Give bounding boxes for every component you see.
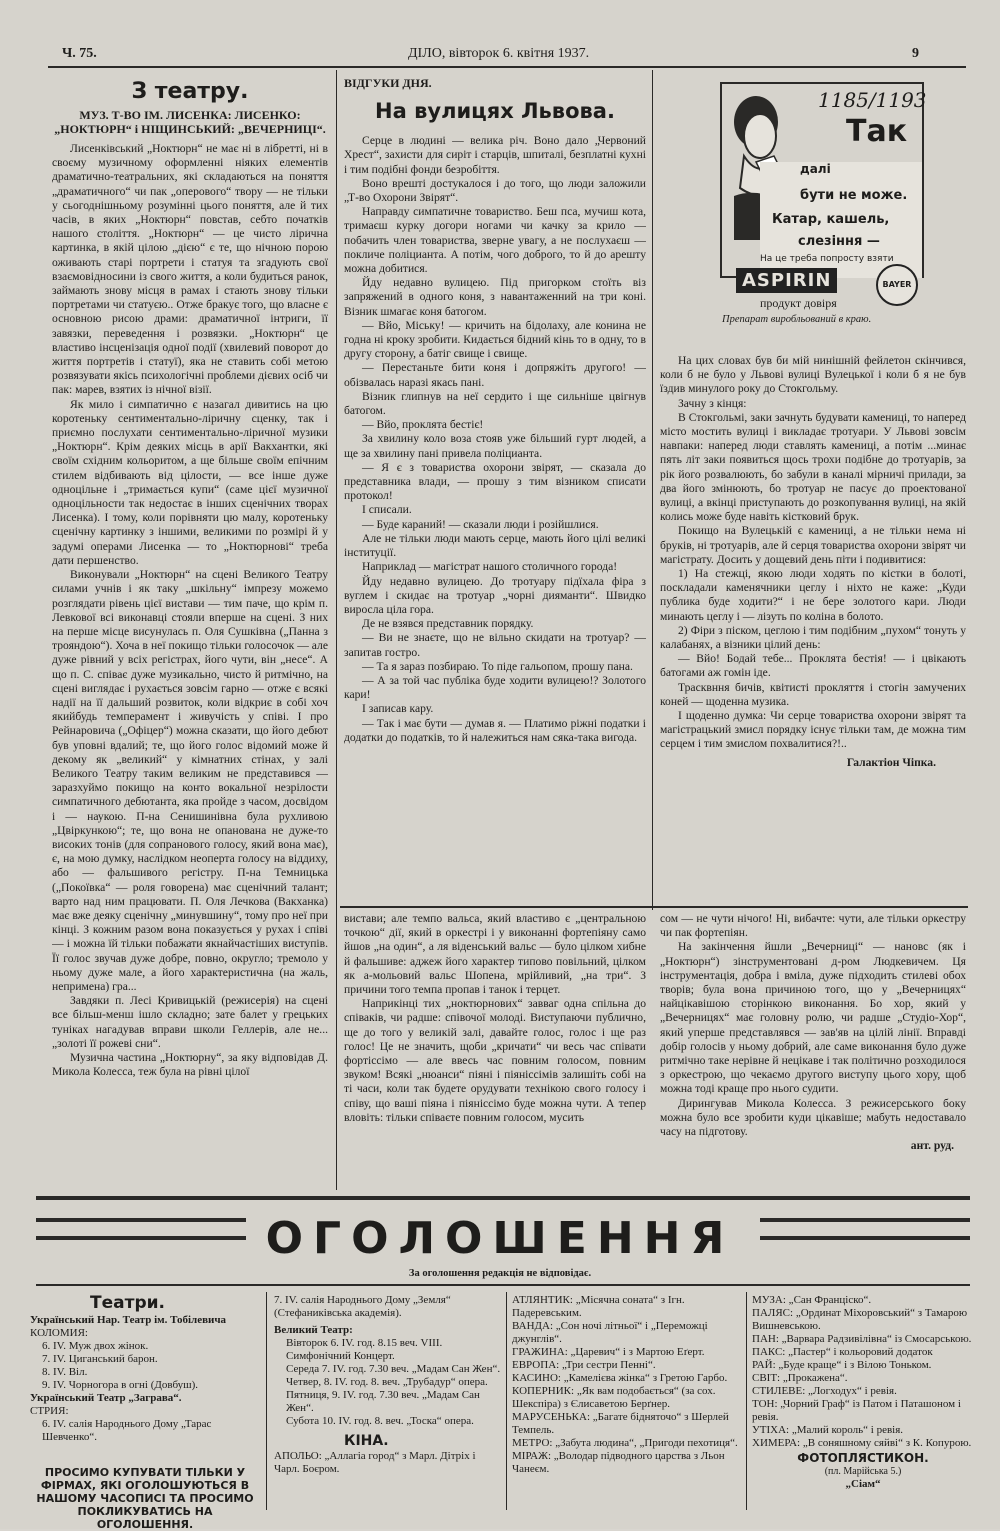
theatres-title: Театри.	[90, 1293, 165, 1313]
theatre-paragraph: Музична частина „Ноктюрну“, за яку відповідав Д. Микола Колесса, теж була на рівні цілої	[52, 1051, 328, 1079]
ad-brand-wrap	[736, 268, 837, 293]
announcements-rule-top	[36, 1196, 970, 1200]
listing-line: АТЛЯНТИК: „Місячна соната“ з Ігн. Падеревським.	[512, 1294, 685, 1319]
listing-line: КОЛОМИЯ:	[30, 1327, 88, 1339]
feuilleton	[344, 76, 646, 902]
feuilleton-paragraph: Де не взявся представник порядку.	[362, 617, 534, 631]
listing-line: 8. IV. Віл.	[42, 1366, 88, 1378]
listing-line: Середа 7. IV. год. 7.30 веч. „Мадам Сан Жен“.	[286, 1363, 501, 1375]
announcements-bar-right	[760, 1218, 970, 1222]
ad-line: Катар, кашель,	[772, 212, 890, 227]
announcements-bar-left-2	[36, 1236, 246, 1240]
ad-line: На це треба попросту взяти	[760, 254, 894, 264]
listing-line: Вівторок 6. IV. год. 8.15 веч. VIII. Симфонічний Концерт.	[286, 1337, 443, 1362]
listing-rule-1	[266, 1292, 267, 1510]
feuilleton-paragraph: Серце в людині — велика річ. Воно дало „Червоний Хрест“, захисти для сиріт і старців, шпиталі, безплатні кухні і тим подібні фонди безробіття.	[344, 134, 646, 176]
listing-line: ТОН: „Чорний Граф“ із Патом і Паташоном і ревія.	[752, 1398, 961, 1423]
listing-line: ЕВРОПА: „Три сестри Пенні“.	[512, 1359, 656, 1371]
feuilleton-paragraph: — А за той час публіка буде ходити вулицею!? Золотого кари!	[344, 673, 646, 702]
feuilleton-paragraph: — Та я зараз позбираю. То піде гальопом, прошу пана.	[362, 659, 633, 673]
feuilleton-paragraph: Покищо на Вулецькій є камениці, а не тільки нема ні бруків, ні тротуарів, але й серця товариства охорони звірят чи магістрату. Досить у дощевий день піти і подивитися:	[660, 524, 966, 566]
theatre-paragraph: Дирингував Микола Колесса. З режисерського боку можна було все зробити куди цікавіше; мабуть недоставало часу на підготову.	[660, 1096, 966, 1139]
listing-line: МАРУСЕНЬКА: „Багате бідняточо“ з Шерлей Темпель.	[512, 1411, 729, 1436]
listing-line: 6. IV. Муж двох жінок.	[42, 1340, 149, 1352]
feuilleton-paragraph: 2) Фіри з піском, цеглою і тим подібним „пухом“ тонуть у калабанях, а візники цілий день:	[660, 623, 966, 652]
listing-line: ПАКС: „Пастер“ і кольоровий додаток	[752, 1346, 933, 1358]
listing-line: МЕТРО: „Забута людина“, „Пригоди пехотиця“.	[512, 1437, 738, 1449]
theatre-paragraph: Лисенківський „Ноктюрн“ не має ні в лібретті, ні в своєму музичному оформленні ніяких елементів драматично-театральних, які складаються на поняття „драматичного“ чи пак „оперового“ твору — не тільки у сьогоднішньому розумінні цього поняття, але й тих часів, в яких „Ноктюрн“ повстав, себто початків нашого століття. „Ноктюрн“ — це чисто лірична картинка, в якій цілою „дією“ є те, що нічною порою оживають старі портрети і статуя та згадують свої взаємовідносини із свого життя, а коли будиться ранок, займають знову місця в рамах і стають знову тільки портретами чи статуєю.. Отже бракує того, що власне є основною рисою драми: драматичної інтриги, її завязки, переведення і розвязки. „Ноктюрн“ це властиво інсценізація одної події (хвилевий поворот до життя портретів і статуї), яка не ставить собі метою розвязувати якісь психологічні проблеми дієвих осіб чи пак: марев, взятих із нічної візії.	[52, 142, 328, 397]
bayer-cross-icon: BAYER	[876, 264, 918, 306]
theatre-review	[52, 78, 328, 1190]
feuilleton-paragraph: Йду недавно вулицею. До тротуару підїхала фіра з вуглем і скидає на тротуар „чорні дияманти“. Швидко виросла ціла гора.	[344, 574, 646, 616]
feuilleton-paragraph: Візник глипнув на неї сердито і ще сильніше цвігнув батогом.	[344, 389, 646, 418]
listing-line: Субота 10. IV. год. 8. веч. „Тоска“ опера.	[286, 1415, 474, 1427]
ad-footer: Препарат виробльований в краю.	[722, 314, 872, 325]
listing-line: 7. IV. Циганський барон.	[42, 1353, 158, 1365]
column-rule-2	[652, 70, 653, 910]
theatre-paragraph: вистави; але темпо вальса, який властиво є „центральною точкою“ дії, який в оркестрі і у виконанні фортепіяну само йшов „на один“, а ля віденський вальс — було цілком хибне й фальшиве: аджеж його характер типово повільний, цілком як а-мольовий вальс Шопена, мрійливий, „на три“. З причини того темпа пропав і танок і терцет.	[344, 912, 646, 997]
theatres-listing	[30, 1292, 260, 1531]
theatre-title: З театру.	[131, 79, 249, 104]
listing-line: Великий Театр:	[274, 1324, 353, 1336]
feuilleton-paragraph: І записав кару.	[362, 702, 434, 716]
ad-tagline: продукт довіря	[760, 296, 837, 310]
feuilleton-paragraph: — Вйо, Міську! — кричить на бідолаху, але конина не годна ні кроку зробити. Кидається бідний кінь то в одну, то в другу сторону, а батіг свище і свище.	[344, 318, 646, 361]
cinema-listing-mid	[512, 1294, 740, 1476]
feuilleton-title: На вулицях Львова.	[375, 99, 615, 124]
feuilleton-paragraph: І щоденно думка: Чи серце товариства охорони звірят та магістрацький змисл порядку існує тільки там, де можна тим серцем і тим змислом похвалитися?!..	[660, 709, 966, 751]
listing-line: КАСИНО: „Камелієва жінка“ з Гретою Гарбо.	[512, 1372, 728, 1384]
listing-line: 9. IV. Чорногора в огні (Довбуш).	[42, 1379, 199, 1391]
photoplasticon-show: „Сіам“	[845, 1478, 881, 1490]
aspirin-ad	[700, 70, 960, 332]
theatre-paragraph: Завдяки п. Лесі Кривицькій (режисерія) на сцені все більш-менш ішло складно; зате балет у грецьких туніках нагадував вправи школи Геллерів, але не... „золоті її рожеві сни“.	[52, 994, 328, 1050]
theatre-paragraph: Виконували „Ноктюрн“ на сцені Великого Театру силами учнів і як таку „шкільну“ імпрезу можемо розглядати рівень цієї вистави — тим паче, що крім п. Левкової всі виконавці стояли вперше на сцені. З них на перше місце висунулась п. Оля Сушківна („Панна з трояндою“). Хоча в неї покищо тільки голосочок — але дуже рівний у всіх регістрах, його чути, він „несе“. А що п. С. співає дуже музикально, чисто й ритмічно, на сцені виглядає і рухається зовсім гарно — отже є всякі надії на її дальший розвиток, коли відкриє в собі хоч якийбудь темперамент і живучість у співі. І про Рейнаровича („Офіцер“) можна сказати, що його дебют був уповні вдалий; те, що його голос відомий може й декому як „великий“ у кімнатних стінах, у залі Великого Театру таким великим не представився — заразхуймо покищо на конто вокальної незрілости симпатичного дебютанта, яка пройде з часом, досвідом і — наукою. П-на Сенишинівна була рухливою „Цвіркункою“; те, що вона не опанована не дуже-то високих тонів (для сопранового голосу, який вона має), є, на мою думку, наслідком неоперта голосу на віддиху, або — фальшивого регістру. П-на Темницька („Покоївка“ — роля говорена) має сценічний талант; варто над ним працювати. П. Оля Лечкова (Вакханка) має вже деяку сценічну „минувшину“, тому про неї при кінці. З кожним разом вона показується у рухах і співі — і можна їй тільки побажати якнайчастіших виступів. Її голос звучав дуже добре, повно, округло; тремоло у ньому дуже мале, а його характеристична (на жаль, непримена) гра...	[52, 568, 328, 993]
listing-line: СТИЛЕВЕ: „Логходух“ і ревія.	[752, 1385, 897, 1397]
listing-line: 7. IV. салія Народнього Дому „Земля“ (Стефаниківська академія).	[274, 1294, 451, 1319]
feuilleton-paragraph: — Так і має бути — думав я. — Платимо ріжні податки і додатки до податків, то й належиться нам сяка-така вигода.	[344, 716, 646, 744]
feuilleton-paragraph: Наприклад — магістрат нашого столичного города!	[362, 560, 618, 574]
announcements-title: ОГОЛОШЕННЯ	[265, 1213, 735, 1264]
masthead: ДІЛО, вівторок 6. квітня 1937.	[408, 46, 590, 61]
feuilleton-kicker: ВІДГУКИ ДНЯ.	[344, 76, 432, 90]
feuilleton-paragraph: 1) На стежці, якою люди ходять по кістки в болоті, поскладали каменячники цеглу і ніхто не каже: „Куди публика буде ходити?“ і не бере золотого кари. Люди минають цеглу і — лізуть по коліна в болото.	[660, 567, 966, 623]
listing-line: 6. IV. салія Народнього Дому „Тарас Шевченко“.	[42, 1418, 212, 1443]
feuilleton-continuation	[660, 354, 966, 902]
feuilleton-paragraph: Направду симпатичне товариство. Беш пса, мучиш кота, тримаєш курку догори ногами чи качку за крило — побачить член товариства, зверне увагу, а не послухаєш — покличе поліцианта. А потім, чого доброго, то й до арешту можна добитися.	[344, 205, 646, 276]
feuilleton-paragraph: — Я є з товариства охорони звірят, — сказала до представника влади, — прошу з тим візником списати протокол!	[344, 460, 646, 503]
ads-notice: ПРОСИМО КУПУВАТИ ТІЛЬКИ У ФІРМАХ, ЯКІ ОГОЛОШУЮТЬСЯ В НАШОМУ ЧАСОПИСІ ТА ПРОСИМО ПОКЛИКУВАТИСЬ НА ОГОЛОШЕННЯ.	[36, 1466, 254, 1531]
announcements-rule-bottom	[36, 1284, 970, 1286]
announcements-disclaimer: За оголошення редакція не відповідає.	[408, 1268, 592, 1279]
theatre-paragraph: Як мило і симпатично є назагал дивитись на цю коротеньку сентиментально-ліричну сценку, так і приємно послухати сентиментально-ліричної музики „Ноктюрн“. Крім деяких місць в арії Вакхантки, які своїм східним кольоритом, а ще більше своїм епічним стилем відбивають від цілости, — все інше дуже одноцільне і „тримається купи“ (саме цієї музичної одноцільности так недостає в інших сценічних творах Лисенка). І тому, коли порівняти цю малу, коротеньку сценічну картинку з іншими, великими по розмірі й у задумі операми Лисенка — то „Ноктюрнові“ треба дати першенство.	[52, 397, 328, 567]
feuilleton-paragraph: — Буде караний! — сказали люди і розійшлися.	[362, 517, 599, 531]
listing-line: Четвер, 8. IV. год. 8. веч. „Трубадур“ опера.	[286, 1376, 488, 1388]
feuilleton-paragraph: За хвилину коло воза стояв уже більший гурт людей, а ще за хвилину пані привела поліцианта.	[344, 432, 646, 460]
feuilleton-paragraph: — Вйо, проклята бестіє!	[362, 418, 484, 432]
feuilleton-paragraph: На цих словах був би мій нинішній фейлетон скінчився, коли б не було у Львові вулиці Вулецької і коли б я не був їздив минулого року до Стокгольму.	[660, 354, 966, 396]
listing-line: ПАН: „Варвара Радзивілівна“ із Смосарською.	[752, 1333, 972, 1345]
cinema-title: КІНА.	[344, 1433, 389, 1449]
theatre-signature: ант. руд.	[910, 1139, 954, 1153]
listing-rule-2	[506, 1292, 507, 1510]
ad-handwriting: 1185/1193	[818, 88, 927, 112]
listing-line: ВАНДА: „Сон ночі літньої“ і „Переможці джунглів“.	[512, 1320, 708, 1345]
listing-line: Український Нар. Театр ім. Тобілевича	[30, 1314, 227, 1326]
page-number: 9	[912, 46, 919, 61]
photoplasticon-address: (пл. Марійська 5.)	[824, 1466, 902, 1477]
page-ref: Ч. 75.	[62, 46, 97, 61]
theatre-paragraph: сом — не чути нічого! Ні, вибачте: чути, але тільки оркестру чи пак фортепіян.	[660, 912, 966, 940]
program-listing	[274, 1294, 502, 1476]
theatre-subtitle: МУЗ. Т-ВО ІМ. ЛИСЕНКА: ЛИСЕНКО: „НОКТЮРН“ і НІЩИНСЬКИЙ: „ВЕЧЕРНИЦІ“.	[54, 108, 326, 136]
theatre-continuation-a	[344, 912, 646, 1188]
feuilleton-paragraph: В Стокгольмі, заки зачнуть будувати камениці, то наперед місто мостить вулиці і викладає тротуари. У Львові зовсім навпаки: наперед люди ставлять камениці, а потім ...минає пять літ заки появиться щось трохи подібне до тротуарів, за рік його розвалюють, бо забули в каналі мірничі прилади, за два його змінюють, бо тротуар не пасує до проектованої вулиці, а вкінці приступають до розкопування вулиці, на якій колись може буде навіть кістковий брук.	[660, 410, 966, 524]
listing-line: СТРИЯ:	[30, 1405, 69, 1417]
feuilleton-paragraph: — Ви не знаєте, що не вільно скидати на тротуар? — запитав гостро.	[344, 631, 646, 659]
photoplasticon-title: ФОТОПЛЯСТИКОН.	[797, 1452, 929, 1465]
feuilleton-paragraph: Воно врешті достукалося і до того, що люди заложили „Т-во Охорони Звірят“.	[344, 176, 646, 205]
listing-line: АПОЛЬО: „Аллагіа город“ з Марл. Дітріх і Чарл. Боєром.	[274, 1450, 476, 1475]
listing-line: ГРАЖИНА: „Царевич“ і з Мартою Еґерт.	[512, 1346, 705, 1358]
masthead-rule	[48, 66, 966, 68]
feuilleton-signature: Галактіон Чіпка.	[846, 755, 936, 769]
feuilleton-paragraph: Йду недавно вулицею. Під пригорком стоїть віз запряжений в одного коня, з навантаженний на три коні. Візник шмагає коня батогом.	[344, 276, 646, 318]
listing-line: Український Театр „Заграва“.	[30, 1392, 182, 1404]
feuilleton-paragraph: Але не тільки люди мають серце, мають його цілі великі інституції.	[344, 531, 646, 560]
listing-line: ПАЛЯС: „Ординат Міхоровський“ з Тамарою Вишневською.	[752, 1307, 968, 1332]
feuilleton-paragraph: Зачну з кінця:	[678, 396, 747, 410]
ad-line: бути не може.	[800, 188, 908, 203]
announcements-bar-right-2	[760, 1236, 970, 1240]
listing-line: КОПЕРНИК: „Як вам подобається“ (за сох. Шекспіра) з Єлисаветою Берґнер.	[512, 1385, 716, 1410]
listing-line: СВІТ: „Прокажена“.	[752, 1372, 848, 1384]
ad-headline: Так	[846, 114, 908, 149]
listing-line: УТІХА: „Малий король“ і ревія.	[752, 1424, 904, 1436]
ad-line: слезіння —	[798, 234, 880, 249]
listing-line: Пятниця, 9. IV. год. 7.30 веч. „Мадам Сан Жен“.	[286, 1389, 480, 1414]
theatre-paragraph: Наприкінці тих „ноктюрнових“ завваг одна спільна до співаків, чи радше: співочої молоді. Виступаючи публично, ще до того у великій залі, давайте голос, голос і ще раз голос! Це не значить, щоби „кричати“ чи весь час співати фортіссімо — але ввесь час повним голосом, повним звуком! Всякі „нюанси“ піяні і піяніссімів залишіть собі на ті часи, коли так будете орудувати технікою свого голосу і співу, що ваші піяна і піяніссімо буде можна чути. А тепер вловіть: тільки співаєте повним голосом, мусить	[344, 997, 646, 1124]
ad-line: далі	[800, 162, 831, 176]
listing-line: ХИМЕРА: „В соняшному сяйві“ з К. Копурою.	[752, 1437, 972, 1449]
theatre-continuation-b	[660, 912, 966, 1188]
feuilleton-paragraph: — Вйо! Бодай тебе... Проклята бестія! — і цвікають батогами аж гомін іде.	[660, 652, 966, 680]
section-rule	[340, 906, 968, 908]
feuilleton-paragraph: — Перестаньте бити коня і допряжіть другого! — обізвалась наразі якась пані.	[344, 361, 646, 389]
announcements-bar-left	[36, 1218, 246, 1222]
listing-line: РАЙ: „Буде краще“ і з Вілою Тоньком.	[752, 1359, 932, 1371]
cinema-listing-right	[752, 1294, 974, 1491]
listing-line: МУЗА: „Сан Франціско“.	[752, 1294, 872, 1306]
feuilleton-paragraph: Трасквння бичів, квітисті прокляття і стогін замучених коней — щоденна музика.	[660, 680, 966, 708]
column-rule-1	[336, 70, 337, 1190]
aspirin-brand: ASPIRIN	[736, 268, 837, 293]
listing-line: МІРАЖ: „Володар підводного царства з Льон Чанеєм.	[512, 1450, 725, 1475]
theatre-paragraph: На закінчення йшли „Вечерниці“ — нановс (як і „Ноктюрн“) зінструментовані д-ром Людкевичем. Ця інструментація, добра і вміла, дуже підходить стилеві обох творів; була вона причиною того, що у „Вечерницях“ найцікавішою сторінкою виконання. Бо хор, який у „Вечерницях“ має головну ролю, чи радше „Студіо-Хор“, який уперше представлявся — зав'яв на цілій лінії. Вправді добір голосів у ньому добрий, але саме виконання було дуже ритмічно таке нерівне й нецікаве і так політично розходилося з оркестрою, що чекаємо другого виступу цього хору, щоб можна тоді краще про нього судити.	[660, 940, 966, 1096]
feuilleton-paragraph: І списали.	[362, 503, 412, 517]
listing-rule-3	[746, 1292, 747, 1510]
